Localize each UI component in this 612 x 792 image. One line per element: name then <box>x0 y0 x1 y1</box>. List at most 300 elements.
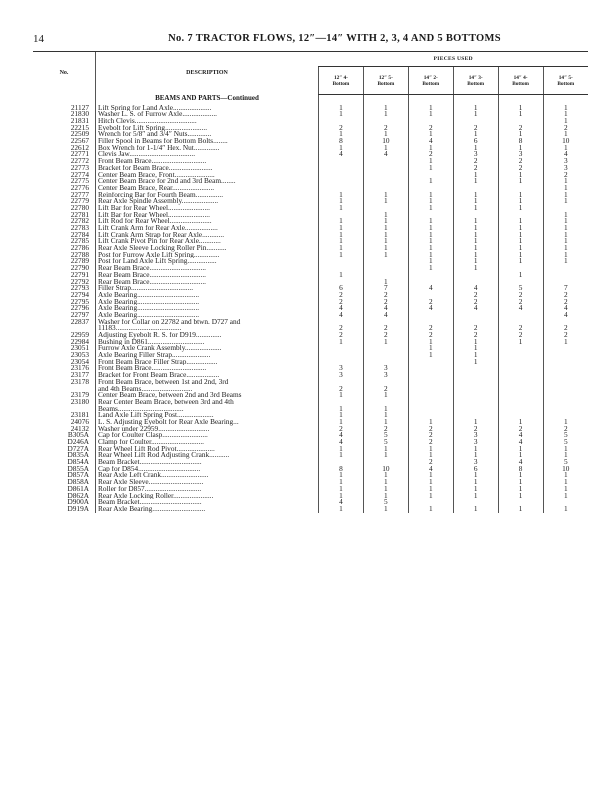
quantity-cell: 8 <box>498 466 543 473</box>
quantity-cell: 1 <box>453 111 498 118</box>
pieces-used-header: PIECES USED <box>319 52 589 67</box>
quantity-cell: 2 <box>363 332 408 339</box>
table-row <box>33 272 588 279</box>
quantity-cell: 5 <box>498 285 543 292</box>
quantity-cell: 1 <box>363 472 408 479</box>
part-description: Axle Bearing.................................. <box>96 305 319 312</box>
table-row <box>33 339 588 346</box>
part-description: Washer L. S. of Furrow Axle................... <box>96 111 319 118</box>
part-number: 22781 <box>70 211 89 219</box>
quantity-cell: 2 <box>363 386 408 393</box>
quantity-cell: 2 <box>408 299 453 306</box>
column-header-bottom-label: Bottom <box>557 80 575 87</box>
quantity-cell: 1 <box>543 472 588 479</box>
column-header-qty-1 <box>319 67 364 95</box>
part-description: Lift Crank Arm Strap for Rear Axle............ <box>96 232 319 239</box>
quantity-cell <box>319 158 364 165</box>
column-header-size: 12″ 4- <box>333 74 348 81</box>
quantity-cell: 7 <box>543 285 588 292</box>
table-row <box>33 359 588 366</box>
quantity-cell: 1 <box>498 205 543 212</box>
quantity-cell: 1 <box>408 472 453 479</box>
column-header-qty-2 <box>363 67 408 95</box>
part-description: Center Beam Brace for 2nd and 3rd Beam........ <box>96 178 319 185</box>
quantity-cell: 1 <box>543 258 588 265</box>
quantity-cell: 2 <box>543 292 588 299</box>
quantity-cell <box>408 365 453 372</box>
quantity-cell: 5 <box>543 459 588 466</box>
quantity-cell: 1 <box>319 105 364 112</box>
part-number: 22984 <box>70 338 89 346</box>
quantity-cell: 1 <box>498 232 543 239</box>
quantity-cell <box>363 178 408 185</box>
table-row <box>33 379 588 386</box>
quantity-cell <box>363 319 408 326</box>
quantity-cell: 1 <box>498 506 543 513</box>
quantity-cell: 1 <box>319 479 364 486</box>
table-row <box>33 225 588 232</box>
quantity-cell <box>453 185 498 192</box>
part-description: L. S. Adjusting Eyebolt for Rear Axle Bearing... <box>96 419 319 426</box>
quantity-cell: 1 <box>408 218 453 225</box>
quantity-cell: 4 <box>498 439 543 446</box>
quantity-cell: 1 <box>363 145 408 152</box>
quantity-cell <box>319 279 364 286</box>
quantity-cell: 1 <box>408 232 453 239</box>
quantity-cell: 3 <box>319 365 364 372</box>
quantity-cell <box>498 412 543 419</box>
quantity-cell <box>453 272 498 279</box>
quantity-cell <box>543 272 588 279</box>
quantity-cell <box>453 392 498 399</box>
quantity-cell: 1 <box>363 339 408 346</box>
quantity-cell: 2 <box>363 299 408 306</box>
quantity-cell: 1 <box>408 145 453 152</box>
quantity-cell: 2 <box>363 292 408 299</box>
quantity-cell <box>543 412 588 419</box>
quantity-cell <box>498 365 543 372</box>
quantity-cell: 3 <box>453 151 498 158</box>
quantity-cell <box>453 386 498 393</box>
quantity-cell: 4 <box>363 305 408 312</box>
quantity-cell <box>319 352 364 359</box>
quantity-cell: 2 <box>543 332 588 339</box>
part-description: 11183.................................... <box>96 325 319 332</box>
quantity-cell: 2 <box>319 299 364 306</box>
quantity-cell <box>453 118 498 125</box>
quantity-cell: 1 <box>319 245 364 252</box>
part-description: Rear Axle Spindle Assembly.................... <box>96 198 319 205</box>
part-description: Rear Axle Sleeve.............................. <box>96 479 319 486</box>
quantity-cell: 2 <box>543 299 588 306</box>
quantity-cell <box>319 165 364 172</box>
quantity-cell: 1 <box>453 506 498 513</box>
quantity-cell: 4 <box>408 138 453 145</box>
part-number: 22773 <box>70 164 89 172</box>
quantity-cell <box>363 345 408 352</box>
part-description: Lift Bar for Rear Wheel....................... <box>96 212 319 219</box>
quantity-cell <box>498 345 543 352</box>
quantity-cell: 6 <box>453 138 498 145</box>
quantity-cell <box>498 406 543 413</box>
table-row <box>33 198 588 205</box>
quantity-cell: 1 <box>543 145 588 152</box>
quantity-cell <box>498 392 543 399</box>
part-number: D862A <box>67 492 89 500</box>
part-number: 22785 <box>70 238 89 246</box>
quantity-cell: 1 <box>408 165 453 172</box>
quantity-cell: 1 <box>498 486 543 493</box>
quantity-cell <box>363 158 408 165</box>
quantity-cell <box>453 406 498 413</box>
quantity-cell: 1 <box>543 493 588 500</box>
quantity-cell <box>319 265 364 272</box>
part-description: Beam Bracket.................................. <box>96 459 319 466</box>
column-header-qty-5 <box>498 67 543 95</box>
quantity-cell: 3 <box>498 151 543 158</box>
quantity-cell: 1 <box>363 493 408 500</box>
table-row <box>33 412 588 419</box>
part-number: 22790 <box>70 265 89 272</box>
table-row <box>33 192 588 199</box>
part-description: Furrow Axle Crank Assembly.................... <box>96 345 319 352</box>
table-row <box>33 118 588 125</box>
quantity-cell: 1 <box>363 506 408 513</box>
part-description: Cap for D854.................................. <box>96 466 319 473</box>
column-header-bottom-label: Bottom <box>467 80 485 87</box>
quantity-cell <box>408 392 453 399</box>
quantity-cell: 1 <box>498 419 543 426</box>
part-number <box>33 386 96 393</box>
quantity-cell: 1 <box>498 198 543 205</box>
quantity-cell: 1 <box>453 479 498 486</box>
quantity-cell: 4 <box>319 312 364 319</box>
quantity-cell: 1 <box>453 452 498 459</box>
quantity-cell: 1 <box>319 111 364 118</box>
quantity-cell <box>319 178 364 185</box>
table-row <box>33 238 588 245</box>
part-description: Filler Spool in Beams for Bottom Bolts........ <box>96 138 319 145</box>
part-description: Eyebolt for Lift Spring....................... <box>96 125 319 132</box>
part-number: D854A <box>67 459 89 466</box>
part-description: Wrench for 5/8″ and 3/4″ Nuts............. <box>96 131 319 138</box>
quantity-cell: 10 <box>363 138 408 145</box>
quantity-cell: 1 <box>453 345 498 352</box>
quantity-cell: 4 <box>363 312 408 319</box>
table-row <box>33 439 588 446</box>
quantity-cell: 1 <box>543 105 588 112</box>
part-description: Land Axle Lift Spring Post.................... <box>96 412 319 419</box>
quantity-cell <box>363 205 408 212</box>
quantity-cell <box>363 165 408 172</box>
part-description: Clamp for Coulter............................. <box>96 439 319 446</box>
quantity-cell <box>543 365 588 372</box>
quantity-cell: 5 <box>363 432 408 439</box>
quantity-cell <box>363 258 408 265</box>
quantity-cell <box>363 399 408 406</box>
part-description: Front Beam Brace.............................. <box>96 158 319 165</box>
part-number: 23053 <box>70 352 89 359</box>
quantity-cell: 2 <box>408 432 453 439</box>
quantity-cell: 3 <box>543 165 588 172</box>
column-header-size: 14″ 3- <box>468 74 483 81</box>
quantity-cell <box>408 499 453 506</box>
table-row <box>33 285 588 292</box>
quantity-cell: 4 <box>319 432 364 439</box>
quantity-cell <box>543 319 588 326</box>
quantity-cell <box>498 312 543 319</box>
quantity-cell <box>453 412 498 419</box>
quantity-cell: 2 <box>363 125 408 132</box>
part-number: 22215 <box>70 124 89 132</box>
quantity-cell: 2 <box>498 325 543 332</box>
quantity-cell: 1 <box>363 279 408 286</box>
table-row <box>33 499 588 506</box>
part-number: 22795 <box>70 298 89 306</box>
part-number: D835A <box>67 452 89 460</box>
quantity-cell: 1 <box>319 472 364 479</box>
table-row <box>33 406 588 413</box>
quantity-cell: 1 <box>453 339 498 346</box>
table-row <box>33 472 588 479</box>
quantity-cell: 5 <box>363 499 408 506</box>
part-description: Post for Furrow Axle Lift Spring.............. <box>96 252 319 259</box>
part-description: Reinforcing Bar for Fourth Beam............... <box>96 192 319 199</box>
quantity-cell: 1 <box>363 212 408 219</box>
quantity-cell: 1 <box>453 359 498 366</box>
table-row <box>33 466 588 473</box>
quantity-cell: 1 <box>498 192 543 199</box>
part-number: 22793 <box>70 285 89 292</box>
part-description: Rear Beam Brace............................... <box>96 279 319 286</box>
part-number: 23176 <box>70 365 89 373</box>
part-description: Axle Bearing.................................. <box>96 292 319 299</box>
quantity-cell: 1 <box>543 419 588 426</box>
quantity-cell <box>319 379 364 386</box>
quantity-cell <box>498 319 543 326</box>
part-number: 23179 <box>70 392 89 399</box>
part-number: 22791 <box>70 271 89 279</box>
quantity-cell <box>319 359 364 366</box>
quantity-cell <box>363 459 408 466</box>
quantity-cell: 1 <box>408 178 453 185</box>
quantity-cell: 1 <box>408 192 453 199</box>
quantity-cell: 1 <box>543 111 588 118</box>
part-number: 23054 <box>70 358 89 366</box>
quantity-cell <box>543 379 588 386</box>
quantity-cell: 4 <box>408 466 453 473</box>
quantity-cell: 1 <box>363 111 408 118</box>
quantity-cell: 1 <box>319 412 364 419</box>
column-header-size: 14″ 2- <box>423 74 438 81</box>
quantity-cell <box>453 312 498 319</box>
quantity-cell <box>543 392 588 399</box>
quantity-cell: 1 <box>453 225 498 232</box>
quantity-cell: 1 <box>408 506 453 513</box>
quantity-cell: 1 <box>319 392 364 399</box>
part-number: 22776 <box>70 184 89 192</box>
quantity-cell: 4 <box>543 151 588 158</box>
quantity-cell: 1 <box>543 192 588 199</box>
table-row <box>33 145 588 152</box>
table-row <box>33 493 588 500</box>
quantity-cell <box>408 406 453 413</box>
part-description: Axle Bearing.................................. <box>96 299 319 306</box>
quantity-cell: 3 <box>363 365 408 372</box>
quantity-cell: 4 <box>543 312 588 319</box>
part-number: 22837 <box>70 318 89 326</box>
column-header-qty-4 <box>453 67 498 95</box>
quantity-cell: 4 <box>543 305 588 312</box>
part-description: Washer for Collar on 22782 and btwn. D727 and <box>96 319 319 326</box>
part-number: 23180 <box>70 398 89 406</box>
quantity-cell: 1 <box>319 452 364 459</box>
quantity-cell: 2 <box>543 325 588 332</box>
quantity-cell: 2 <box>408 151 453 158</box>
part-number: 22612 <box>70 144 89 152</box>
part-description: Bushing in D861............................... <box>96 339 319 346</box>
part-description: Front Beam Brace, between 1st and 2nd, 3rd <box>96 379 319 386</box>
table-row <box>33 365 588 372</box>
quantity-cell: 1 <box>453 265 498 272</box>
part-description: Rear Axle Locking Roller...................... <box>96 493 319 500</box>
quantity-cell: 2 <box>453 299 498 306</box>
part-number: 22792 <box>70 278 89 286</box>
quantity-cell: 3 <box>543 158 588 165</box>
quantity-cell: 2 <box>319 426 364 433</box>
quantity-cell: 1 <box>498 145 543 152</box>
quantity-cell: 1 <box>319 225 364 232</box>
quantity-cell: 2 <box>319 292 364 299</box>
quantity-cell: 2 <box>543 426 588 433</box>
quantity-cell: 1 <box>543 131 588 138</box>
quantity-cell: 3 <box>453 432 498 439</box>
table-row <box>33 158 588 165</box>
quantity-cell <box>453 212 498 219</box>
quantity-cell <box>453 379 498 386</box>
quantity-cell: 2 <box>408 125 453 132</box>
part-number: 22777 <box>70 191 89 199</box>
quantity-cell <box>408 172 453 179</box>
quantity-cell: 1 <box>543 118 588 125</box>
quantity-cell: 1 <box>319 192 364 199</box>
quantity-cell: 1 <box>498 339 543 346</box>
part-description: Axle Bearing.................................. <box>96 312 319 319</box>
quantity-cell: 1 <box>319 205 364 212</box>
quantity-cell: 1 <box>408 252 453 259</box>
quantity-cell: 1 <box>453 446 498 453</box>
part-description: Center Beam Brace, Front...................... <box>96 172 319 179</box>
quantity-cell <box>319 258 364 265</box>
quantity-cell: 1 <box>543 185 588 192</box>
quantity-cell: 1 <box>543 339 588 346</box>
quantity-cell: 1 <box>453 232 498 239</box>
part-description: Rear Axle Bearing............................. <box>96 506 319 513</box>
part-number: 22797 <box>70 311 89 319</box>
table-row <box>33 312 588 319</box>
quantity-cell: 1 <box>543 238 588 245</box>
quantity-cell: 1 <box>543 245 588 252</box>
page-number: 14 <box>33 33 44 45</box>
section-title: BEAMS AND PARTS—Continued <box>96 95 319 102</box>
quantity-cell: 2 <box>319 386 364 393</box>
quantity-cell: 1 <box>498 178 543 185</box>
quantity-cell <box>408 212 453 219</box>
table-row <box>33 426 588 433</box>
quantity-cell <box>363 265 408 272</box>
part-description: Rear Beam Brace............................... <box>96 265 319 272</box>
quantity-cell <box>319 212 364 219</box>
table-body <box>33 95 588 513</box>
table-row <box>33 479 588 486</box>
quantity-cell: 1 <box>363 419 408 426</box>
quantity-cell: 1 <box>319 131 364 138</box>
quantity-cell <box>363 379 408 386</box>
table-row <box>33 165 588 172</box>
quantity-cell <box>543 265 588 272</box>
part-number: 24132 <box>70 425 89 433</box>
quantity-cell <box>408 372 453 379</box>
quantity-cell: 1 <box>408 493 453 500</box>
quantity-cell <box>319 319 364 326</box>
quantity-cell <box>543 345 588 352</box>
quantity-cell: 1 <box>498 472 543 479</box>
part-description: Front Beam Brace.............................. <box>96 365 319 372</box>
table-row <box>33 212 588 219</box>
quantity-cell: 2 <box>498 292 543 299</box>
quantity-cell: 1 <box>453 218 498 225</box>
quantity-cell: 4 <box>319 151 364 158</box>
part-number <box>33 406 96 413</box>
part-description: Lift Bar for Rear Wheel....................... <box>96 205 319 212</box>
quantity-cell: 1 <box>319 145 364 152</box>
table-row <box>33 392 588 399</box>
table-row <box>33 279 588 286</box>
part-number: 22786 <box>70 245 89 252</box>
quantity-cell: 1 <box>543 252 588 259</box>
quantity-cell: 1 <box>453 258 498 265</box>
quantity-cell <box>363 272 408 279</box>
part-description: Washer under 22959............................ <box>96 426 319 433</box>
quantity-cell: 1 <box>453 419 498 426</box>
table-row <box>33 486 588 493</box>
quantity-cell: 2 <box>453 158 498 165</box>
quantity-cell: 2 <box>453 332 498 339</box>
quantity-cell: 2 <box>543 172 588 179</box>
quantity-cell <box>408 399 453 406</box>
quantity-cell <box>543 406 588 413</box>
quantity-cell <box>543 399 588 406</box>
quantity-cell: 2 <box>498 426 543 433</box>
quantity-cell: 4 <box>498 432 543 439</box>
quantity-cell <box>498 279 543 286</box>
quantity-cell: 1 <box>498 479 543 486</box>
quantity-cell: 1 <box>498 111 543 118</box>
column-header-size: 14″ 5- <box>558 74 573 81</box>
table-row <box>33 459 588 466</box>
table-row <box>33 125 588 132</box>
quantity-cell <box>498 386 543 393</box>
part-number: 22567 <box>70 138 89 145</box>
page-header <box>33 33 588 47</box>
table-row <box>33 105 588 112</box>
part-description: and 4th Beams............................ <box>96 386 319 393</box>
quantity-cell: 1 <box>363 446 408 453</box>
quantity-cell: 1 <box>498 452 543 459</box>
quantity-cell: 1 <box>498 245 543 252</box>
part-number: 22779 <box>70 198 89 205</box>
quantity-cell: 5 <box>363 439 408 446</box>
